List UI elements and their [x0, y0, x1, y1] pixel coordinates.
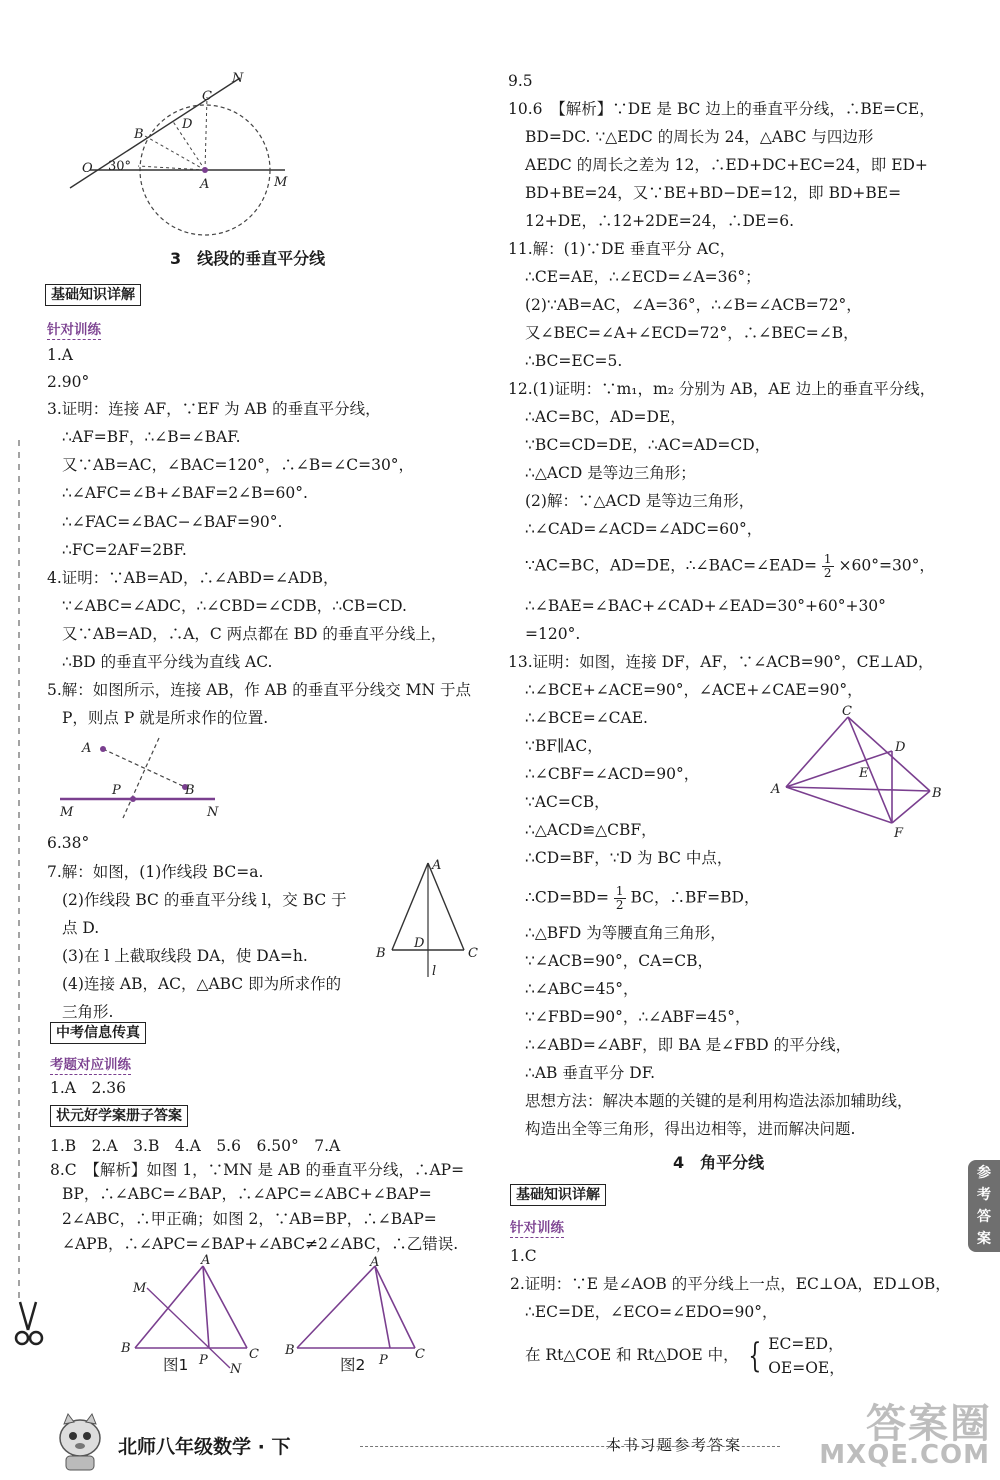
svg-text:N: N: [207, 805, 219, 820]
answer-line: ∴EC=DE，∠ECO=∠EDO=90°，: [525, 1303, 778, 1321]
svg-text:E: E: [859, 766, 869, 781]
answer-line: ∴CE=AE，∴∠ECD=∠A=36°；: [525, 268, 761, 286]
svg-text:D: D: [414, 936, 425, 951]
answer-line: 11.解：(1)∵DE 垂直平分 AC，: [508, 240, 736, 258]
answer-line: =120°.: [525, 625, 581, 643]
answer-line: BD+BE=24，又∵BE+BD−DE=12，即 BD+BE=: [525, 184, 902, 202]
svg-text:B: B: [121, 1341, 131, 1356]
fraction-half: [822, 553, 834, 580]
answer-line: 12.(1)证明：∵m₁，m₂ 分别为 AB，AE 边上的垂直平分线，: [508, 380, 936, 398]
q8-line: BP，∴∠ABC=∠BAP，∴∠APC=∠ABC+∠BAP=: [62, 1185, 432, 1203]
answer-line: ∴∠BAE=∠BAC+∠CAD+∠EAD=30°+60°+30°: [525, 597, 886, 615]
answer-line: ∴△ACD 是等边三角形；: [525, 464, 696, 482]
svg-text:B: B: [134, 127, 144, 142]
answer-line: (4)连接 AB，AC，△ABC 即为所求作的: [62, 975, 342, 993]
exam-answer-line: 1.A 2.36: [50, 1079, 126, 1097]
side-tab-char: 参: [977, 1165, 991, 1181]
q13-fraction-line: [525, 885, 759, 912]
answer-line: (2)∵AB=AC，∠A=36°，∴∠B=∠ACB=72°，: [525, 296, 862, 314]
footer-book-title: 北师八年级数学 · 下: [118, 1436, 291, 1458]
answer-line: 6.38°: [47, 834, 90, 852]
equation-1: EC=ED，: [768, 1335, 844, 1353]
answer-line: 1.A: [47, 346, 73, 364]
answer-line: 2.证明：∵E 是∠AOB 的平分线上一点，EC⊥OA，ED⊥OB，: [510, 1275, 951, 1293]
watermark-url: MXQE.COM: [819, 1440, 990, 1470]
answer-line: 思想方法：解决本题的关键的是利用构造法添加辅助线，: [525, 1092, 913, 1110]
side-tab-char: 案: [977, 1231, 991, 1247]
answer-line: ∴△ACD≌△CBF，: [525, 821, 657, 839]
svg-text:30°: 30°: [108, 159, 132, 174]
answer-line: 2.90°: [47, 373, 90, 391]
watermark-text: 答案圈: [866, 1401, 992, 1447]
answer-line: 又∵AB=AD，∴A，C 两点都在 BD 的垂直平分线上，: [62, 625, 447, 643]
answer-line: 13.证明：如图，连接 DF，AF，∵∠ACB=90°，CE⊥AD，: [508, 653, 934, 671]
cut-line: [14, 440, 24, 1300]
answer-line: ∵∠ACB=90°，CA=CB，: [525, 952, 714, 970]
answer-line: 1.C: [510, 1247, 537, 1265]
svg-text:B: B: [932, 786, 942, 801]
booklet-answer-box: 状元好学案册子答案: [50, 1105, 188, 1127]
q13-figure: [768, 705, 948, 845]
answer-line: ∵∠ABC=∠ADC，∴∠CBD=∠CDB，∴CB=CD.: [62, 597, 407, 615]
q7-triangle-figure: [370, 855, 490, 985]
answer-line: ∵BF∥AC，: [525, 737, 603, 755]
answer-line: (2)作线段 BC 的垂直平分线 l，交 BC 于: [62, 891, 347, 909]
answer-line: P，则点 P 就是所求作的位置.: [62, 709, 269, 727]
answer-line: ∴∠BCE=∠CAE.: [525, 709, 648, 727]
booklet-answer-line: 1.B 2.A 3.B 4.A 5.6 6.50° 7.A: [50, 1137, 341, 1155]
left-brace-icon: {: [747, 1336, 761, 1376]
answer-line: (2)解：∵△ACD 是等边三角形，: [525, 492, 755, 510]
answer-line: ∴BC=EC=5.: [525, 352, 623, 370]
svg-text:N: N: [232, 71, 244, 86]
training-subheading: 针对训练: [47, 318, 101, 340]
equation-2: OE=OE，: [768, 1359, 845, 1377]
answer-line: 又∵AB=AC，∠BAC=120°，∴∠B=∠C=30°，: [62, 456, 415, 474]
svg-text:A: A: [200, 177, 210, 192]
svg-text:D: D: [895, 740, 906, 755]
q12-fraction-pre: ∵AC=BC，AD=DE，∴∠BAC=∠EAD=: [525, 556, 817, 575]
figure-2-label: 图2: [340, 1356, 366, 1374]
answer-line: ∵BC=CD=DE，∴AC=AD=CD，: [525, 436, 771, 454]
answer-line: (3)在 l 上截取线段 DA，使 DA=h.: [62, 947, 308, 965]
answer-line: 点 D.: [62, 919, 100, 937]
svg-text:P: P: [112, 783, 121, 798]
basic-knowledge-box-2: 基础知识详解: [510, 1184, 606, 1206]
fraction-denominator: 2: [615, 898, 624, 912]
svg-text:D: D: [182, 117, 193, 132]
svg-text:A: A: [771, 782, 781, 797]
answer-line: ∴∠ABC=45°，: [525, 980, 639, 998]
answer-line: ∴CD=BF，∵D 为 BC 中点，: [525, 849, 733, 867]
svg-text:B: B: [376, 946, 386, 961]
section-3-title: 3 线段的垂直平分线: [170, 249, 326, 268]
q12-fraction-line: [525, 553, 935, 580]
fraction-numerator: 1: [823, 552, 832, 566]
svg-text:C: C: [415, 1347, 425, 1362]
q5-figure: [55, 732, 235, 822]
basic-knowledge-box: 基础知识详解: [45, 284, 141, 306]
answer-line: ∵∠FBD=90°，∴∠ABF=45°，: [525, 1008, 751, 1026]
svg-text:O: O: [82, 161, 93, 176]
answer-line: ∴∠BCE+∠ACE=90°，∠ACE+∠CAE=90°，: [525, 681, 863, 699]
answer-line: 4.证明：∵AB=AD，∴∠ABD=∠ADB，: [47, 569, 339, 587]
watermark-logo: [810, 1390, 1000, 1480]
mascot-icon: [52, 1414, 108, 1472]
svg-text:C: C: [468, 946, 478, 961]
answer-line: ∴AC=BC，AD=DE，: [525, 408, 686, 426]
section-4-title: 4 角平分线: [673, 1153, 765, 1172]
scissors-icon: [8, 1300, 48, 1350]
svg-text:B: B: [185, 783, 195, 798]
equation-stack: [768, 1332, 845, 1380]
answer-line: 5.解：如图所示，连接 AB，作 AB 的垂直平分线交 MN 于点: [47, 681, 472, 699]
answer-line: ∴∠AFC=∠B+∠BAF=2∠B=60°.: [62, 484, 308, 502]
answer-line: ∴∠CAD=∠ACD=∠ADC=60°，: [525, 520, 763, 538]
q13-fraction-pre: ∴CD=BD=: [525, 888, 609, 907]
svg-text:C: C: [842, 704, 852, 719]
answer-line: ∴AB 垂直平分 DF.: [525, 1064, 655, 1082]
svg-text:B: B: [285, 1343, 295, 1358]
svg-text:A: A: [82, 741, 92, 756]
svg-text:A: A: [432, 858, 442, 873]
circle-figure: [60, 70, 300, 270]
rt-triangle-pre: 在 Rt△COE 和 Rt△DOE 中，: [525, 1346, 739, 1364]
answer-line: BD=DC. ∵△EDC 的周长为 24，△ABC 与四边形: [525, 128, 874, 146]
answer-line: 9.5: [508, 72, 533, 90]
figure-1-label: 图1: [163, 1356, 189, 1374]
svg-text:C: C: [202, 89, 212, 104]
q12-fraction-post: ×60°=30°，: [838, 556, 935, 575]
answer-line: ∴BD 的垂直平分线为直线 AC.: [62, 653, 273, 671]
answer-line: ∴△BFD 为等腰直角三角形，: [525, 924, 726, 942]
answer-line: 3.证明：连接 AF，∵EF 为 AB 的垂直平分线，: [47, 400, 381, 418]
svg-text:A: A: [370, 1255, 380, 1270]
answer-line: ∴FC=2AF=2BF.: [62, 541, 187, 559]
answer-line: 10.6 【解析】∵DE 是 BC 边上的垂直平分线，∴BE=CE，: [508, 100, 935, 118]
answer-line: 构造出全等三角形，得出边相等，进而解决问题.: [525, 1120, 856, 1138]
svg-text:P: P: [199, 1353, 208, 1368]
q8-line: ∠APB，∴∠APC=∠BAP+∠ABC≠2∠ABC，∴乙错误.: [62, 1235, 459, 1253]
answer-line: 又∠BEC=∠A+∠ECD=72°，∴∠BEC=∠B，: [525, 324, 859, 342]
reference-answer-tab: [968, 1160, 1000, 1252]
answer-line: AEDC 的周长之差为 12，∴ED+DC+EC=24，即 ED+: [525, 156, 928, 174]
svg-text:P: P: [379, 1353, 388, 1368]
answer-line: 12+DE，∴12+2DE=24，∴DE=6.: [525, 212, 794, 230]
svg-text:A: A: [201, 1253, 211, 1268]
svg-text:l: l: [432, 964, 437, 979]
svg-text:C: C: [249, 1347, 259, 1362]
footer-section-label: 本书习题参考答案: [606, 1436, 743, 1454]
rt-triangle-system: [525, 1332, 845, 1380]
svg-text:N: N: [230, 1362, 242, 1377]
q8-line: 8.C 【解析】如图 1，∵MN 是 AB 的垂直平分线，∴AP=: [50, 1161, 465, 1179]
answer-line: 三角形.: [62, 1003, 114, 1021]
exam-info-box: 中考信息传真: [50, 1022, 146, 1044]
answer-line: 7.解：如图，(1)作线段 BC=a.: [47, 863, 264, 881]
answer-line: ∴∠FAC=∠BAC−∠BAF=90°.: [62, 513, 283, 531]
fraction-denominator: 2: [823, 566, 832, 580]
training-subheading-2: 针对训练: [510, 1216, 564, 1238]
fraction-half: [614, 885, 626, 912]
side-tab-char: 答: [977, 1209, 991, 1225]
answer-line: ∵AC=CB，: [525, 793, 610, 811]
figure-1: [115, 1253, 265, 1377]
svg-text:M: M: [274, 175, 288, 190]
answer-line: ∴∠ABD=∠ABF，即 BA 是∠FBD 的平分线，: [525, 1036, 852, 1054]
svg-text:M: M: [133, 1281, 147, 1296]
side-tab-char: 考: [977, 1187, 991, 1203]
exam-training-subheading: 考题对应训练: [50, 1053, 131, 1075]
svg-text:M: M: [60, 805, 74, 820]
svg-text:F: F: [894, 826, 904, 841]
fraction-numerator: 1: [615, 884, 624, 898]
answer-line: ∴∠CBF=∠ACD=90°，: [525, 765, 700, 783]
answer-line: ∴AF=BF，∴∠B=∠BAF.: [62, 428, 241, 446]
q8-line: 2∠ABC，∴甲正确；如图 2，∵AB=BP，∴∠BAP=: [62, 1210, 437, 1228]
q13-fraction-post: BC，∴BF=BD，: [630, 888, 760, 907]
